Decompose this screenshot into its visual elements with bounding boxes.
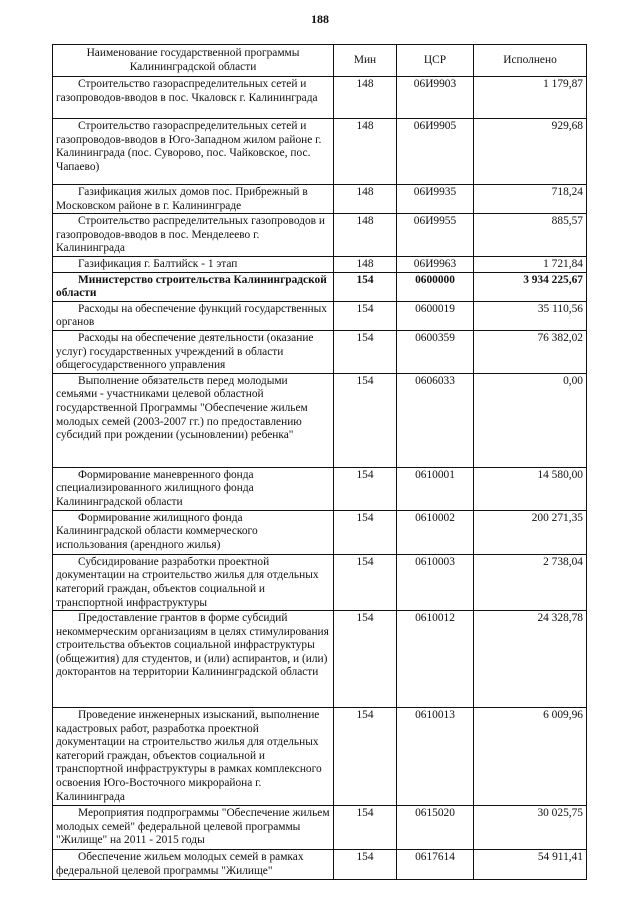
table-row bbox=[53, 708, 587, 806]
row-csr-cell: 0610002 bbox=[397, 510, 474, 554]
row-name-cell: Формирование маневренного фонда специализированного жилищного фонда Калининградской области bbox=[53, 467, 334, 510]
row-min-cell: 154 bbox=[334, 510, 397, 554]
row-min-cell: 154 bbox=[334, 301, 397, 330]
row-min-cell: 154 bbox=[334, 330, 397, 373]
row-csr-cell: 0615020 bbox=[397, 806, 474, 850]
table-row bbox=[53, 185, 587, 214]
row-min-cell: 148 bbox=[334, 214, 397, 257]
row-name-cell: Газификация жилых домов пос. Прибрежный в Московском районе в г. Калининграде bbox=[53, 185, 334, 214]
row-done-cell: 24 328,78 bbox=[474, 611, 587, 708]
row-name-cell: Строительство газораспределительных сетей и газопроводов-вводов в пос. Чкаловск г. Калининграда bbox=[53, 77, 334, 119]
row-min-cell: 148 bbox=[334, 77, 397, 119]
budget-table bbox=[52, 44, 587, 880]
row-done-cell: 718,24 bbox=[474, 185, 587, 214]
row-done-cell: 76 382,02 bbox=[474, 330, 587, 373]
row-name-cell: Обеспечение жильем молодых семей в рамках федеральной целевой программы "Жилище" bbox=[53, 850, 334, 880]
row-min-cell: 154 bbox=[334, 806, 397, 850]
row-name-cell: Предоставление грантов в форме субсидий некоммерческим организациям в целях стимулирования строительства объектов социальной инфраструктуры (общежития) для студентов, и (или) аспирантов, и (или) докторантов на территории Калининградской области bbox=[53, 611, 334, 708]
table-header-row bbox=[53, 45, 587, 77]
table-row bbox=[53, 806, 587, 850]
row-csr-cell: 0617614 bbox=[397, 850, 474, 880]
row-done-cell: 929,68 bbox=[474, 119, 587, 185]
row-name-cell: Строительство распределительных газопроводов и газопроводов-вводов в пос. Менделеево г. Калининграда bbox=[53, 214, 334, 257]
table-row bbox=[53, 77, 587, 119]
column-header-csr: ЦСР bbox=[397, 45, 474, 77]
row-name-cell: Мероприятия подпрограммы "Обеспечение жильем молодых семей" федеральной целевой программы "Жилище" на 2011 - 2015 годы bbox=[53, 806, 334, 850]
row-done-cell: 54 911,41 bbox=[474, 850, 587, 880]
row-csr-cell: 0600000 bbox=[397, 272, 474, 301]
row-name-cell: Расходы на обеспечение деятельности (оказание услуг) государственных учреждений в области общегосударственного управления bbox=[53, 330, 334, 373]
table-row bbox=[53, 272, 587, 301]
table-row bbox=[53, 214, 587, 257]
row-csr-cell: 0610001 bbox=[397, 467, 474, 510]
row-min-cell: 154 bbox=[334, 373, 397, 467]
row-min-cell: 154 bbox=[334, 467, 397, 510]
row-done-cell: 1 721,84 bbox=[474, 256, 587, 272]
row-done-cell: 6 009,96 bbox=[474, 708, 587, 806]
row-name-cell: Расходы на обеспечение функций государственных органов bbox=[53, 301, 334, 330]
row-min-cell: 148 bbox=[334, 119, 397, 185]
row-csr-cell: 06И9955 bbox=[397, 214, 474, 257]
row-csr-cell: 0600359 bbox=[397, 330, 474, 373]
column-header-min: Мин bbox=[334, 45, 397, 77]
table-row bbox=[53, 467, 587, 510]
column-header-name: Наименование государственной программы Калининградской области bbox=[53, 45, 334, 77]
row-min-cell: 154 bbox=[334, 554, 397, 610]
table-row bbox=[53, 850, 587, 880]
row-name-cell: Газификация г. Балтийск - 1 этап bbox=[53, 256, 334, 272]
row-name-cell: Субсидирование разработки проектной документации на строительство жилья для отдельных категорий граждан, объектов социальной и транспортной инфраструктуры bbox=[53, 554, 334, 610]
row-name-cell: Строительство газораспределительных сетей и газопроводов-вводов в Юго-Западном жилом районе г. Калининграда (пос. Суворово, пос. Чайковское, пос. Чапаево) bbox=[53, 119, 334, 185]
table-row bbox=[53, 554, 587, 610]
row-csr-cell: 0610013 bbox=[397, 708, 474, 806]
row-min-cell: 154 bbox=[334, 850, 397, 880]
row-done-cell: 1 179,87 bbox=[474, 77, 587, 119]
row-min-cell: 154 bbox=[334, 611, 397, 708]
row-name-cell: Выполнение обязательств перед молодыми семьями - участниками целевой областной государственной Программы "Обеспечение жильем молодых семей (2003-2007 гг.) по предоставлению субсидий при рождении (усыновлении) ребенка" bbox=[53, 373, 334, 467]
row-csr-cell: 06И9905 bbox=[397, 119, 474, 185]
table-row bbox=[53, 301, 587, 330]
table-row bbox=[53, 510, 587, 554]
row-done-cell: 0,00 bbox=[474, 373, 587, 467]
row-min-cell: 148 bbox=[334, 185, 397, 214]
row-done-cell: 885,57 bbox=[474, 214, 587, 257]
row-done-cell: 3 934 225,67 bbox=[474, 272, 587, 301]
table-row bbox=[53, 256, 587, 272]
row-csr-cell: 0600019 bbox=[397, 301, 474, 330]
row-min-cell: 154 bbox=[334, 708, 397, 806]
row-name-cell: Проведение инженерных изысканий, выполнение кадастровых работ, разработка проектной документации на строительство жилья для отдельных категорий граждан, объектов социальной и транспортной инфраструктуры в рамках комплексного освоения Юго-Восточного микрорайона г. Калининграда bbox=[53, 708, 334, 806]
page-number: 188 bbox=[311, 12, 329, 26]
row-csr-cell: 06И9935 bbox=[397, 185, 474, 214]
row-csr-cell: 06И9963 bbox=[397, 256, 474, 272]
row-min-cell: 148 bbox=[334, 256, 397, 272]
row-done-cell: 2 738,04 bbox=[474, 554, 587, 610]
row-csr-cell: 06И9903 bbox=[397, 77, 474, 119]
table-row bbox=[53, 330, 587, 373]
row-done-cell: 200 271,35 bbox=[474, 510, 587, 554]
row-csr-cell: 0610003 bbox=[397, 554, 474, 610]
row-csr-cell: 0610012 bbox=[397, 611, 474, 708]
row-min-cell: 154 bbox=[334, 272, 397, 301]
table-row bbox=[53, 373, 587, 467]
row-csr-cell: 0606033 bbox=[397, 373, 474, 467]
table-row bbox=[53, 611, 587, 708]
table-row bbox=[53, 119, 587, 185]
row-name-cell: Формирование жилищного фонда Калининградской области коммерческого использования (арендного жилья) bbox=[53, 510, 334, 554]
row-done-cell: 14 580,00 bbox=[474, 467, 587, 510]
row-name-cell: Министерство строительства Калининградской области bbox=[53, 272, 334, 301]
row-done-cell: 30 025,75 bbox=[474, 806, 587, 850]
row-done-cell: 35 110,56 bbox=[474, 301, 587, 330]
column-header-done: Исполнено bbox=[474, 45, 587, 77]
